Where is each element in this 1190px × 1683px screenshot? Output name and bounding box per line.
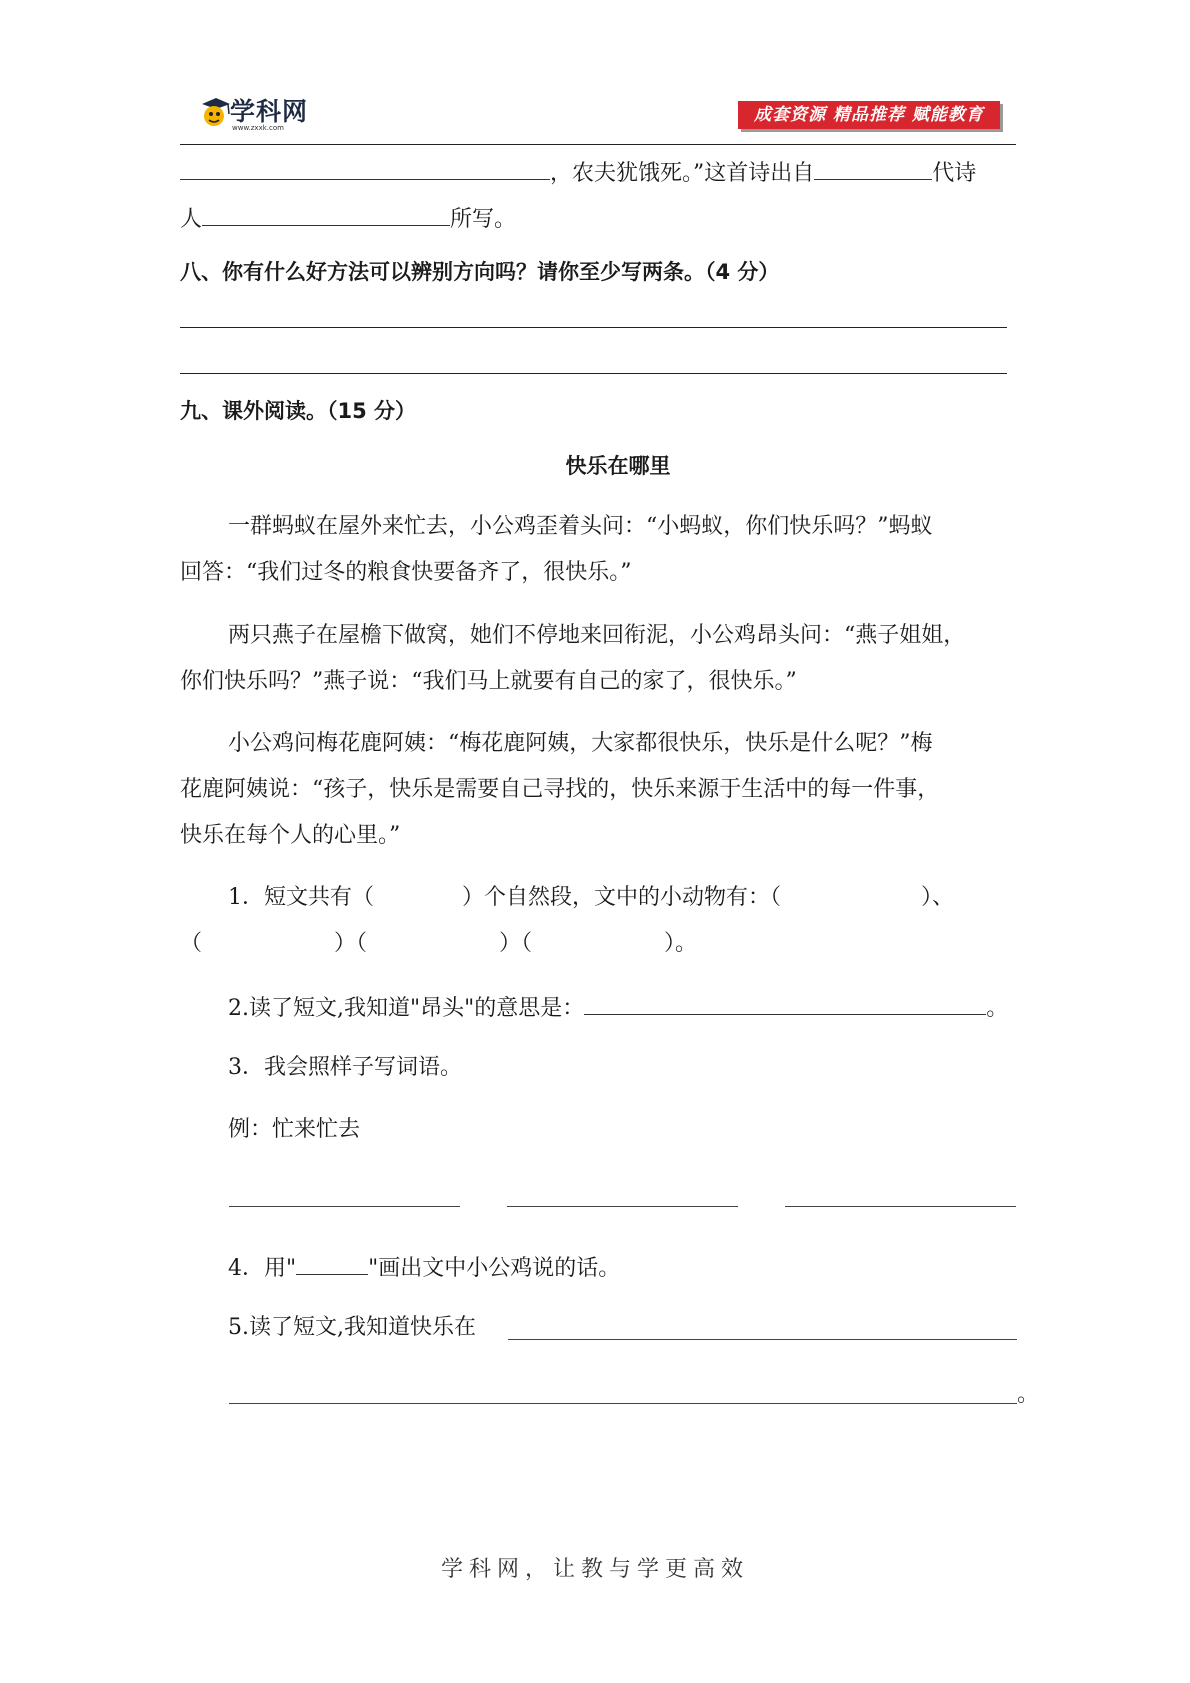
para1-line1: 一群蚂蚁在屋外来忙去，小公鸡歪着头问：“小蚂蚁，你们快乐吗？”蚂蚁 bbox=[228, 514, 933, 539]
q3-text: 3．我会照样子写词语。 bbox=[228, 1055, 462, 1080]
logo-url: www.zxxk.com bbox=[232, 124, 284, 132]
poem-line-1 bbox=[180, 157, 976, 188]
answer-line-2[interactable] bbox=[180, 373, 1007, 374]
q1-line1 bbox=[228, 884, 954, 912]
q5-blank-2[interactable] bbox=[229, 1403, 1017, 1404]
section8-title: 八、你有什么好方法可以辨别方向吗？请你至少写两条。（4 分） bbox=[180, 260, 780, 284]
header-divider bbox=[180, 144, 1016, 145]
q3-blank-2[interactable] bbox=[507, 1206, 738, 1207]
q4-underline-sample bbox=[296, 1252, 368, 1275]
poem-line-2 bbox=[180, 203, 516, 234]
q1-text-a: 1．短文共有（ bbox=[228, 885, 374, 910]
q1-text-g: ）。 bbox=[664, 931, 698, 956]
q1-text-e: ）（ bbox=[334, 931, 368, 956]
q3-blank-3[interactable] bbox=[785, 1206, 1016, 1207]
para3-line3: 快乐在每个人的心里。” bbox=[180, 823, 401, 848]
q2-blank[interactable] bbox=[584, 992, 986, 1015]
page-footer: 学科网，让教与学更高效 bbox=[440, 1557, 749, 1582]
q2-text: 2.读了短文,我知道"昂头"的意思是： bbox=[228, 996, 585, 1021]
logo bbox=[200, 92, 310, 138]
para2-line2: 你们快乐吗？”燕子说：“我们马上就要有自己的家了，很快乐。” bbox=[180, 669, 797, 694]
poem-line1-end: 代诗 bbox=[932, 161, 977, 186]
header-banner: 成套资源 精品推荐 赋能教育 bbox=[738, 101, 1000, 129]
poem-blank-poet[interactable] bbox=[202, 203, 450, 226]
answer-line-1[interactable] bbox=[180, 327, 1007, 328]
q5-blank-1[interactable] bbox=[508, 1339, 1017, 1340]
q1-text-b: ）个自然段，文中的小动物有：（ bbox=[462, 885, 782, 910]
q3-blank-1[interactable] bbox=[229, 1206, 460, 1207]
para1-line2: 回答：“我们过冬的粮食快要备齐了，很快乐。” bbox=[180, 560, 632, 585]
poem-line2-end: 所写。 bbox=[450, 207, 517, 232]
q4-suffix: "画出文中小公鸡说的话。 bbox=[368, 1256, 621, 1281]
q2-line bbox=[228, 992, 1008, 1023]
q3-example: 例：忙来忙去 bbox=[228, 1117, 361, 1142]
para3-line2: 花鹿阿姨说：“孩子，快乐是需要自己寻找的，快乐来源于生活中的每一件事， bbox=[180, 777, 940, 802]
para2-line1: 两只燕子在屋檐下做窝，她们不停地来回衔泥，小公鸡昂头问：“燕子姐姐， bbox=[228, 623, 966, 648]
section9-title: 九、课外阅读。（15 分） bbox=[180, 399, 417, 423]
q5-end: 。 bbox=[1017, 1382, 1040, 1407]
q4-line bbox=[228, 1252, 620, 1283]
q5-line bbox=[228, 1314, 476, 1342]
q1-text-f: ）（ bbox=[499, 931, 533, 956]
q1-text-c: ）、 bbox=[921, 885, 955, 910]
poem-line1-text: ，农夫犹饿死。”这首诗出自 bbox=[550, 161, 815, 186]
mascot-icon bbox=[200, 96, 232, 130]
q1-text-d: （ bbox=[180, 931, 203, 956]
q2-end: 。 bbox=[986, 996, 1009, 1021]
q4-prefix: 4．用" bbox=[228, 1256, 297, 1281]
story-title: 快乐在哪里 bbox=[565, 454, 671, 478]
q5-text: 5.读了短文,我知道快乐在 bbox=[228, 1315, 476, 1340]
poem-line2-start: 人 bbox=[180, 207, 203, 232]
para3-line1: 小公鸡问梅花鹿阿姨：“梅花鹿阿姨，大家都很快乐，快乐是什么呢？”梅 bbox=[228, 731, 933, 756]
poem-blank-dynasty[interactable] bbox=[814, 157, 932, 180]
poem-blank-1[interactable] bbox=[180, 157, 550, 180]
logo-text: 学科网 bbox=[230, 97, 309, 126]
q1-line2 bbox=[180, 930, 697, 958]
